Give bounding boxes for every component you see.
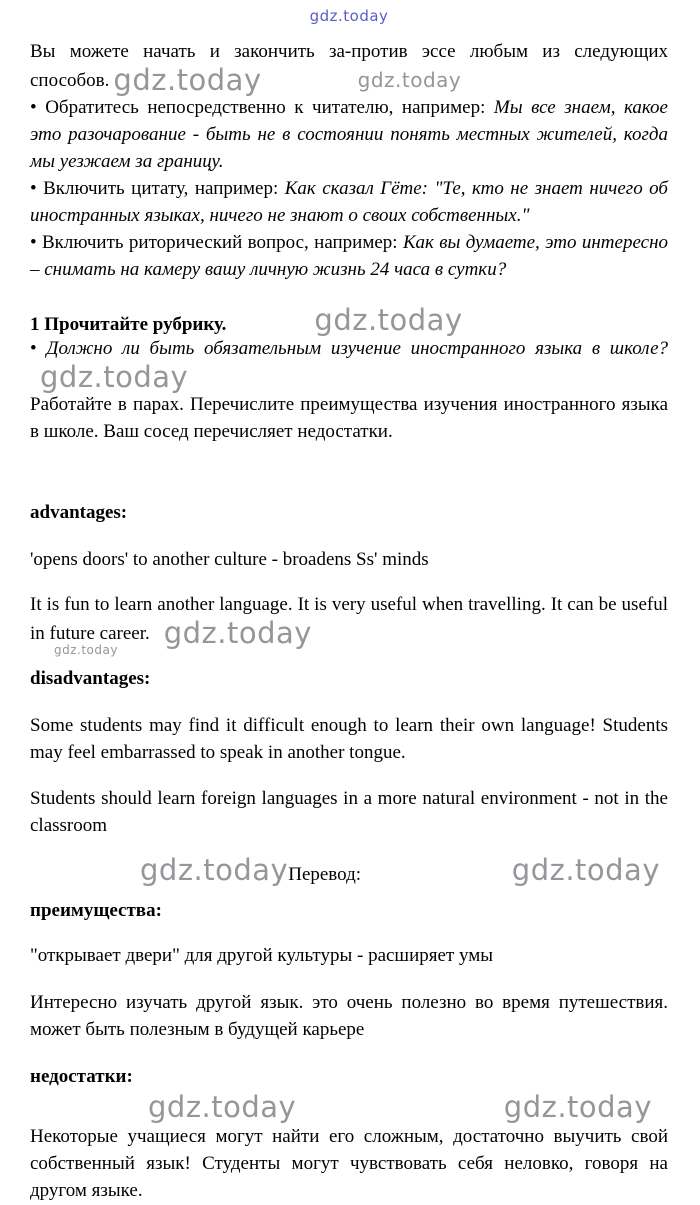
watermark-bottom-left: gdz.today — [148, 1090, 297, 1125]
bullet-include-quote — [30, 176, 668, 230]
ru-disadvantages-paragraph: Некоторые учащиеся могут найти его сложным, достаточно выучить свой собственный язык! Студенты могут чувствовать себя неловко, говоря на другом языке. — [30, 1126, 668, 1202]
bullet-address-reader — [30, 95, 668, 176]
paragraph-intro — [30, 39, 668, 95]
watermark-heading: gdz.today — [314, 302, 463, 337]
watermark-row — [30, 1090, 668, 1125]
disadvantages-paragraph-1: Some students may find it difficult enough to learn their own language! Students may feel embarrassed to speak in another tongue. — [30, 714, 668, 763]
bullet-lead: • Обратитесь непосредственно к читателю, например: — [30, 96, 494, 118]
question-bullet: • — [30, 337, 47, 359]
translation-heading-row — [30, 853, 668, 888]
bullet-example-italic: Мы все знаем, какое это разочарование - быть не в состоянии понять местных жителей, когда мы уезжаем за границу. — [30, 96, 668, 172]
bullet-example-italic: Как вы думаете, это интересно – снимать на камеру вашу личную жизнь 24 часа в сутки? — [30, 231, 668, 280]
ru-disadvantages-label: недостатки: — [30, 1066, 133, 1088]
ru-advantages-line: "открывает двери" для другой культуры - расширяет умы — [30, 945, 493, 967]
advantages-line: 'opens doors' to another culture - broadens Ss' minds — [30, 548, 429, 570]
watermark-bottom-right: gdz.today — [503, 1090, 652, 1125]
task-heading: 1 Прочитайте рубрику. — [30, 313, 227, 335]
advantages-paragraph — [30, 592, 668, 648]
advantages-text: It is fun to learn another language. It is very useful when travelling. It can be useful in future career. — [30, 593, 668, 644]
watermark-inline-2: gdz.today — [357, 67, 462, 92]
task-instructions: Работайте в парах. Перечислите преимущества изучения иностранного языка в школе. Ваш сосед перечисляет недостатки. — [30, 393, 668, 442]
ru-advantages-paragraph: Интересно изучать другой язык. это очень полезно во время путешествия. может быть полезным в будущей карьере — [30, 992, 668, 1041]
bullet-example-italic: Как сказал Гёте: "Те, кто не знает ничего об иностранных языках, ничего не знают о своих собственных." — [30, 177, 668, 226]
advantages-label: advantages: — [30, 501, 128, 523]
translation-label: Перевод: — [288, 864, 362, 886]
disadvantages-label: disadvantages: — [30, 667, 151, 689]
watermark-translation-right: gdz.today — [511, 853, 660, 888]
bullet-lead: • Включить риторический вопрос, например: — [30, 231, 403, 253]
watermark-advantages: gdz.today — [163, 615, 312, 650]
ru-advantages-label: преимущества: — [30, 900, 162, 922]
watermark-question: gdz.today — [40, 359, 189, 394]
bullet-lead: • Включить цитату, например: — [30, 177, 285, 199]
watermark-top: gdz.today — [309, 7, 389, 25]
task-heading-row — [30, 302, 668, 337]
watermark-translation-left: gdz.today — [140, 853, 289, 888]
disadvantages-paragraph-2: Students should learn foreign languages in a more natural environment - not in the classroom — [30, 788, 668, 837]
watermark-inline-1: gdz.today — [113, 62, 262, 97]
rubric-question — [30, 336, 668, 392]
question-italic: Должно ли быть обязательным изучение иностранного языка в школе? — [46, 337, 668, 359]
intro-text: Вы можете начать и закончить за-против эссе любым из следующих способов. — [30, 41, 668, 91]
bullet-rhetorical-question — [30, 230, 668, 284]
watermark-small: gdz.today — [54, 642, 118, 657]
